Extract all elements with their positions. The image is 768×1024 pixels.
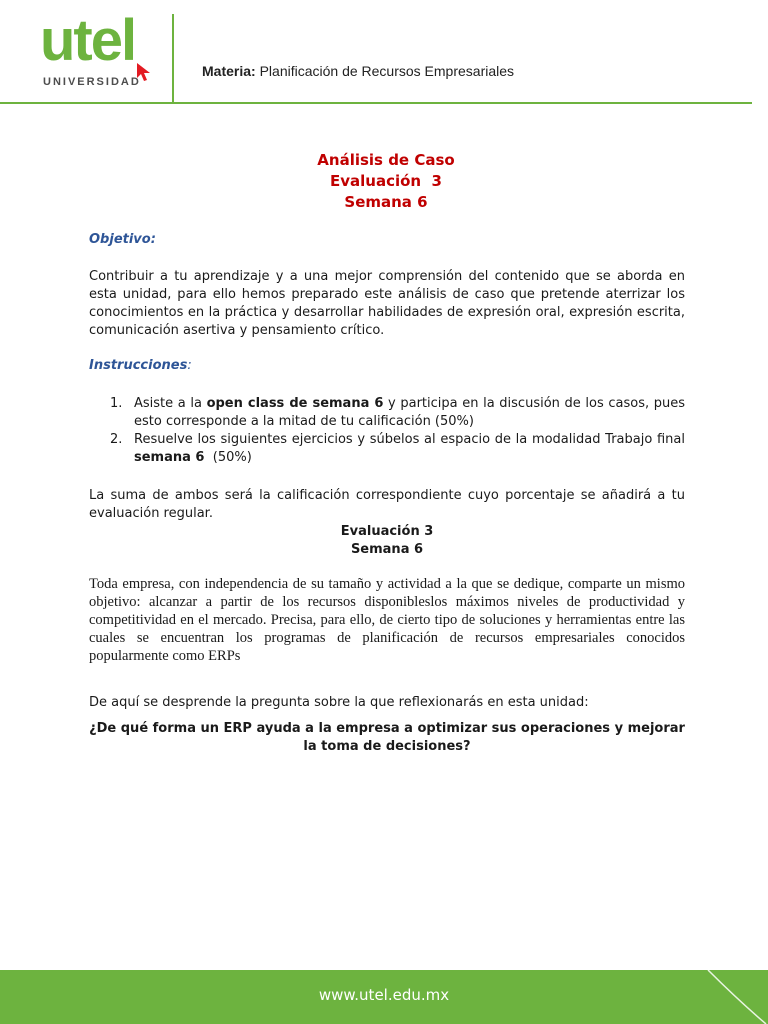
logo-subtext: UNIVERSIDAD <box>43 76 141 88</box>
utel-logo <box>40 8 160 92</box>
case-subtitle-line-1: Evaluación 3 <box>340 524 434 539</box>
case-subtitle-line-2: Semana 6 <box>350 542 424 557</box>
instructions-heading <box>89 358 192 373</box>
objective-heading: Objetivo: <box>89 232 156 247</box>
title-line-1: Análisis de Caso <box>317 151 455 169</box>
case-subtitle <box>89 523 685 559</box>
instructions-heading-colon: : <box>187 358 192 373</box>
subject-value: Planificación de Recursos Empresariales <box>259 63 515 79</box>
page-header <box>0 0 768 104</box>
instructions-list <box>110 395 685 467</box>
document-title <box>0 150 768 213</box>
question-intro: De aquí se desprende la pregunta sobre la que reflexionarás en esta unidad: <box>89 695 589 710</box>
list-item <box>110 395 685 431</box>
list-item-text-post: y participa en la discusión de los casos, pues esto corresponde a la mitad de tu calificación (50%) <box>134 396 685 429</box>
title-line-3: Semana 6 <box>344 193 428 211</box>
header-divider-horizontal <box>0 102 752 104</box>
subject-label: Materia: <box>202 63 256 79</box>
objective-text: Contribuir a tu aprendizaje y a una mejor comprensión del contenido que se aborda en esta unidad, para ello hemos preparado este análisis de caso que pretende aterrizar los conocimientos en la práctica y desarrollar habilidades de expresión oral, expresión escrita, comunicación asertiva y pensamiento crítico. <box>89 269 685 338</box>
list-item-number: 1. <box>110 396 123 411</box>
reflection-question: ¿De qué forma un ERP ayuda a la empresa a optimizar sus operaciones y mejorar la toma de decisiones? <box>89 721 685 754</box>
list-item <box>110 431 685 467</box>
title-line-2: Evaluación 3 <box>330 172 442 190</box>
footer-url: www.utel.edu.mx <box>318 986 450 1004</box>
list-item-text-bold: open class de semana 6 <box>206 396 384 411</box>
subject-line <box>202 63 514 79</box>
page-footer <box>0 970 768 1024</box>
case-text: Toda empresa, con independencia de su tamaño y actividad a la que se dedique, comparte un mismo objetivo: alcanzar a partir de los recursos disponibleslos máximos niveles de productividad y competitividad en el mercado. Precisa, para ello, de cierto tipo de soluciones y herramientas entre las cuales se encuentran los programas de planificación de recursos empresariales conocidos popularmente como ERPs <box>89 576 685 664</box>
list-item-text-bold: semana 6 <box>134 450 205 465</box>
list-item-number: 2. <box>110 432 123 447</box>
list-item-text-pre: Resuelve los siguientes ejercicios y súbelos al espacio de la modalidad Trabajo final <box>134 432 685 447</box>
list-item-text-pre: Asiste a la <box>134 396 207 411</box>
list-item-text-post: (50%) <box>204 450 252 465</box>
logo-wordmark: utel <box>40 8 136 73</box>
grading-text: La suma de ambos será la calificación correspondiente cuyo porcentaje se añadirá a tu evaluación regular. <box>89 488 685 521</box>
instructions-heading-text: Instrucciones <box>89 358 188 373</box>
header-divider-vertical <box>172 14 174 104</box>
